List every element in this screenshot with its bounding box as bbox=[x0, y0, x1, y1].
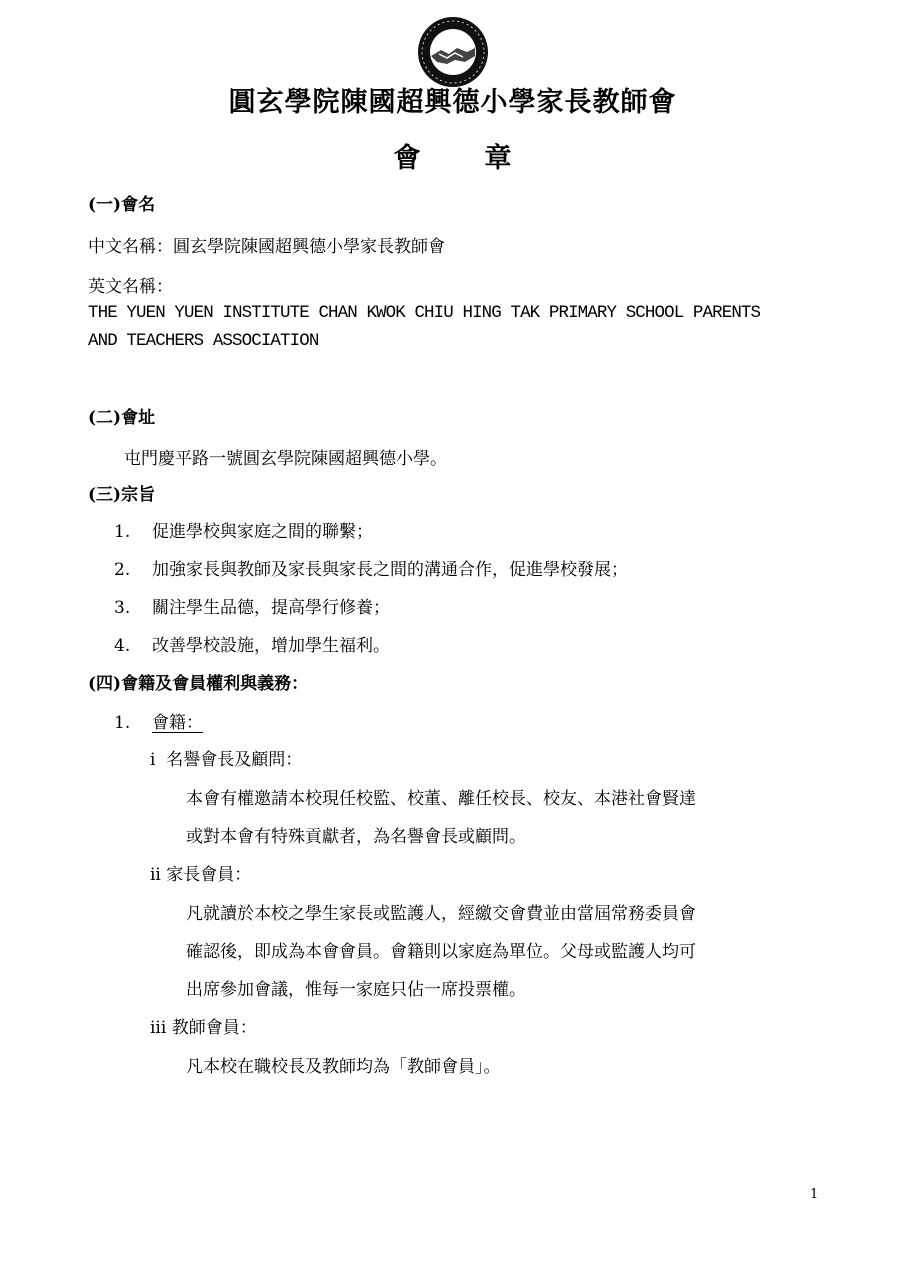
section-2-heading: (二)會址 bbox=[88, 408, 156, 428]
english-name-line-2: AND TEACHERS ASSOCIATION bbox=[88, 331, 319, 351]
section-1-heading: (一)會名 bbox=[88, 195, 156, 215]
honorary-member-label: i 名譽會長及顧問： bbox=[150, 750, 303, 770]
english-name-label: 英文名稱： bbox=[88, 277, 173, 297]
list-item-text: 關注學生品德，提高學行修養； bbox=[152, 598, 390, 618]
list-item bbox=[114, 559, 628, 581]
list-item-number: 4. bbox=[114, 636, 131, 656]
document-subtitle bbox=[0, 136, 905, 175]
list-item bbox=[114, 597, 390, 619]
membership-item-number: 1. bbox=[114, 713, 131, 733]
list-item-number: 3. bbox=[114, 598, 131, 618]
list-item-number: 2. bbox=[114, 560, 131, 580]
honorary-member-line-1: 本會有權邀請本校現任校監、校董、離任校長、校友、本港社會賢達 bbox=[186, 789, 696, 809]
document-title: 圓玄學院陳國超興德小學家長教師會 bbox=[228, 87, 677, 118]
teacher-member-label: iii 教師會員： bbox=[150, 1018, 257, 1038]
teacher-member-line-1: 凡本校在職校長及教師均為「教師會員」。 bbox=[186, 1057, 501, 1077]
membership-item-title: 會籍： bbox=[152, 713, 203, 733]
parent-member-line-1: 凡就讀於本校之學生家長或監護人，經繳交會費並由當屆常務委員會 bbox=[186, 904, 696, 924]
list-item-number: 1. bbox=[114, 522, 131, 542]
address-text: 屯門慶平路一號圓玄學院陳國超興德小學。 bbox=[124, 449, 447, 469]
parent-member-line-3: 出席參加會議，惟每一家庭只佔一席投票權。 bbox=[186, 980, 526, 1000]
list-item-text: 加強家長與教師及家長與家長之間的溝通合作，促進學校發展； bbox=[152, 560, 628, 580]
page-number: 1 bbox=[810, 1187, 819, 1202]
chinese-name: 中文名稱：圓玄學院陳國超興德小學家長教師會 bbox=[88, 237, 445, 257]
honorary-member-line-2: 或對本會有特殊貢獻者，為名譽會長或顧問。 bbox=[186, 827, 526, 847]
subtitle-char-2: 章 bbox=[484, 143, 512, 174]
section-3-heading: (三)宗旨 bbox=[88, 485, 156, 505]
english-name-line-1: THE YUEN YUEN INSTITUTE CHAN KWOK CHIU HING TAK PRIMARY SCHOOL PARENTS bbox=[88, 303, 761, 323]
membership-item bbox=[114, 712, 203, 734]
subtitle-char-1: 會 bbox=[393, 143, 421, 174]
list-item bbox=[114, 521, 373, 543]
section-4-heading: (四)會籍及會員權利與義務： bbox=[88, 674, 309, 694]
list-item-text: 改善學校設施，增加學生福利。 bbox=[152, 636, 390, 656]
parent-member-line-2: 確認後，即成為本會會員。會籍則以家庭為單位。父母或監護人均可 bbox=[186, 942, 696, 962]
pta-handshake-seal-icon bbox=[417, 16, 489, 88]
list-item-text: 促進學校與家庭之間的聯繫； bbox=[152, 522, 373, 542]
list-item bbox=[114, 635, 390, 657]
parent-member-label: ii 家長會員： bbox=[150, 865, 252, 885]
